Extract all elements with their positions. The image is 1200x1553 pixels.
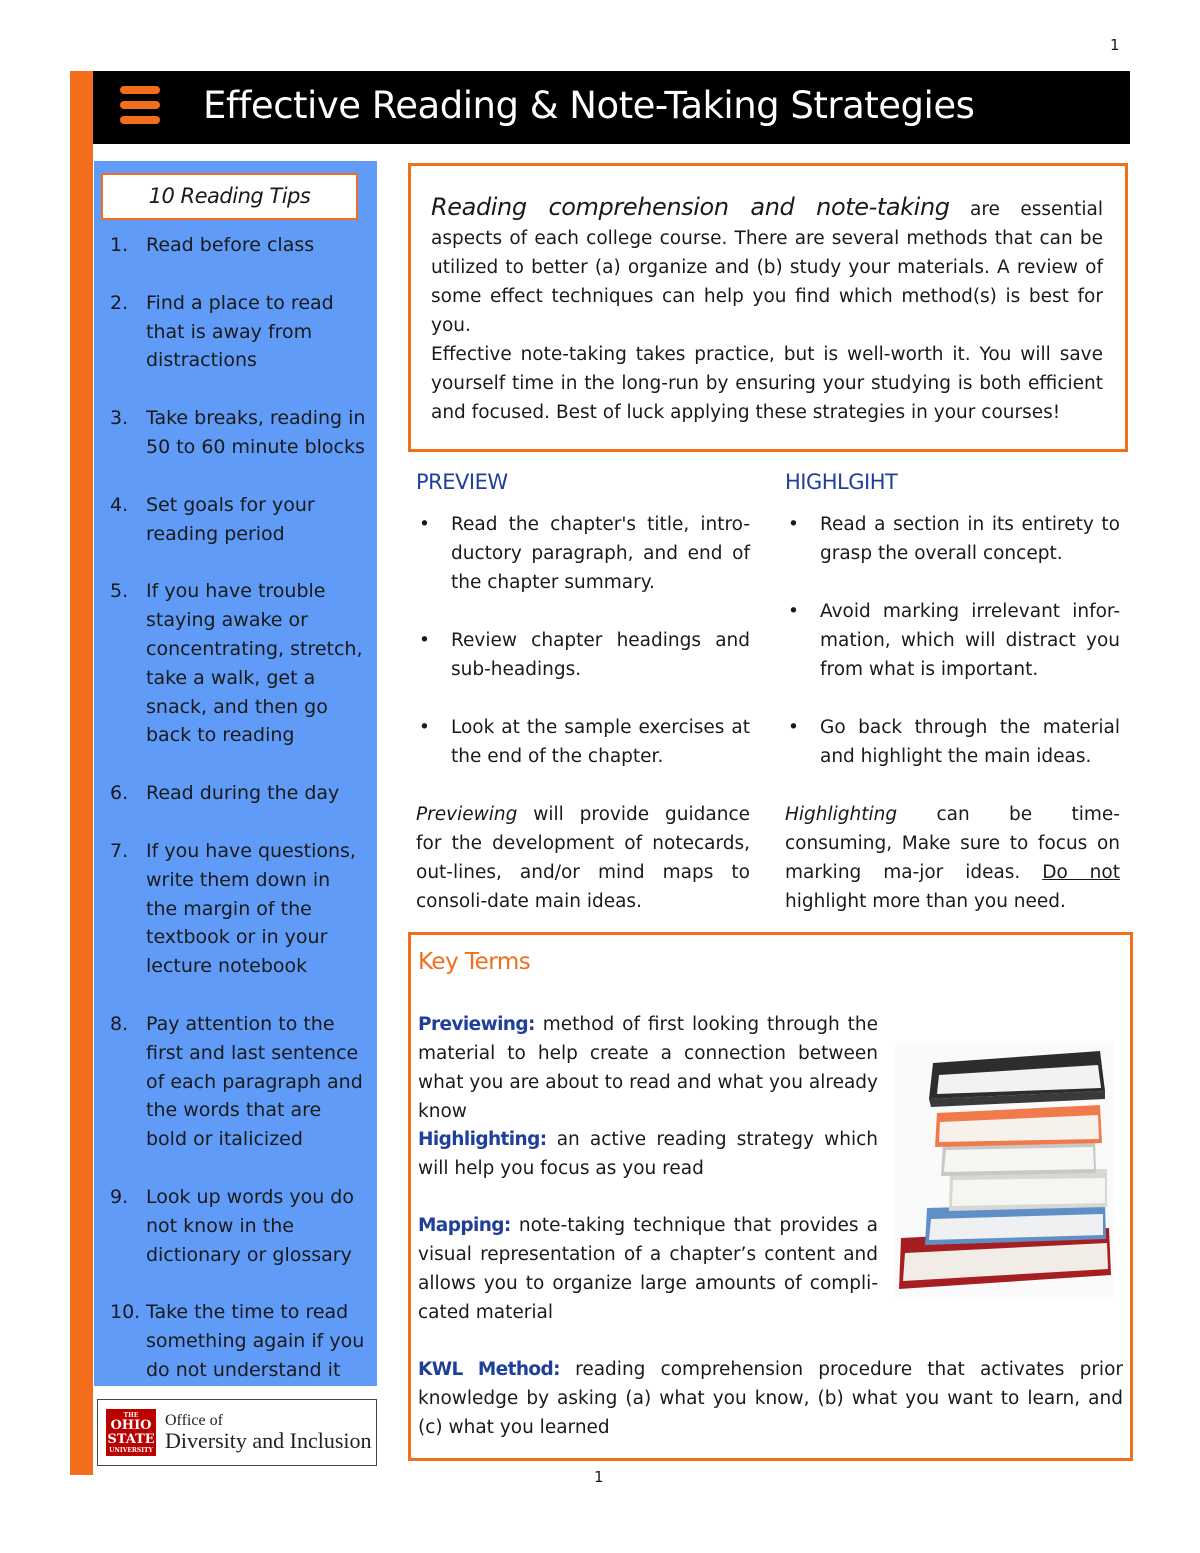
- highlight-bullet: • Go back through the material and highlight the main ideas.: [785, 713, 1120, 771]
- preview-bullet: • Read the chapter's title, intro-ductory paragraph, and end of the chapter summary.: [416, 510, 750, 597]
- highlight-list: [785, 510, 1120, 771]
- tips-title-box: [101, 173, 358, 220]
- logo-office-name: Diversity and Inclusion: [165, 1428, 372, 1453]
- book-stack-image: [895, 1043, 1114, 1297]
- key-term-kwl: KWL Method: reading comprehension procedure that activates prior knowledge by asking (a) what you know, (b) what you want to learn, and (c) what you learned: [418, 1359, 1123, 1438]
- tip-item: 4. Set goals for your reading period: [110, 493, 315, 545]
- preview-bullet: • Review chapter headings and sub-headings.: [416, 626, 750, 684]
- logo-office-label: Office of: [165, 1412, 223, 1429]
- menu-icon: [120, 86, 162, 126]
- intro-box: [408, 163, 1128, 452]
- tip-item: 6. Read during the day: [110, 782, 340, 805]
- highlight-bullet: • Avoid marking irrelevant infor-mation, which will distract you from what is important.: [785, 597, 1120, 684]
- tip-item: 2. Find a place to read that is away from distractions: [110, 291, 334, 372]
- page-number-top: 1: [1110, 36, 1120, 54]
- intro-lead: Reading comprehension and note-taking: [431, 193, 950, 221]
- tips-list: [110, 231, 366, 1414]
- preview-bullet: • Look at the sample exercises at the end of the chapter.: [416, 713, 750, 771]
- highlight-summary: Highlighting can be time-consuming, Make sure to focus on marking ma-jor ideas. Do not highlight more than you need.: [785, 804, 1120, 912]
- highlight-bullet: • Read a section in its entirety to grasp the overall concept.: [785, 510, 1120, 568]
- preview-list: [416, 510, 750, 771]
- orange-side-stripe: [70, 71, 93, 1475]
- tip-item: 7. If you have questions, write them down in the margin of the textbook or in your lecture notebook: [110, 839, 356, 978]
- preview-column: [416, 470, 750, 916]
- preview-summary: Previewing will provide guidance for the development of notecards, out-lines, and/or mind maps to consoli-date main ideas.: [416, 804, 750, 912]
- key-term-mapping: Mapping: note-taking technique that provides a visual representation of a chapter’s content and allows you to organize large amounts of compli-cated material: [418, 1215, 878, 1323]
- tip-item: 3. Take breaks, reading in 50 to 60 minute blocks: [110, 407, 366, 458]
- tip-item: 9. Look up words you do not know in the dictionary or glossary: [110, 1185, 354, 1266]
- key-terms-title: Key Terms: [418, 949, 531, 975]
- tip-item: 8. Pay attention to the first and last sentence of each paragraph and the words that are bold or italicized: [110, 1012, 363, 1151]
- key-term-previewing: Previewing: method of first looking through the material to help create a connection between what you are about to read and what you already know: [418, 1014, 878, 1122]
- preview-heading: PREVIEW: [416, 470, 508, 494]
- highlight-column: [785, 470, 1120, 916]
- page-title: Effective Reading & Note-Taking Strategies: [203, 84, 975, 127]
- key-term-highlighting: Highlighting: an active reading strategy which will help you focus as you read: [418, 1129, 878, 1179]
- highlight-heading: HIGHLGIHT: [785, 470, 898, 494]
- page-number-bottom: 1: [594, 1468, 604, 1486]
- intro-paragraph-1: Reading comprehension and note-taking are essential aspects of each college course. There are several methods that can be utilized to better (a) organize and (b) study your materials. A review of some effect techniques can help you find which method(s) is best for you.: [431, 193, 1103, 336]
- tip-item: 1. Read before class: [110, 234, 315, 256]
- osu-logo: [97, 1399, 377, 1466]
- osu-seal-icon: THE OHIO STATE UNIVERSITY: [106, 1409, 156, 1456]
- tip-item: 10. Take the time to read something again if you do not understand it: [110, 1301, 365, 1381]
- intro-paragraph-2: Effective note-taking takes practice, but is well-worth it. You will save yourself time in the long-run by ensuring your studying is both efficient and focused. Best of luck applying these strategies in your courses!: [431, 344, 1103, 423]
- tips-title: 10 Reading Tips: [148, 184, 311, 208]
- book-stack-icon: [895, 1043, 1114, 1297]
- tip-item: 5. If you have trouble staying awake or concentrating, stretch, take a walk, get a snack, and then go back to reading: [110, 580, 363, 747]
